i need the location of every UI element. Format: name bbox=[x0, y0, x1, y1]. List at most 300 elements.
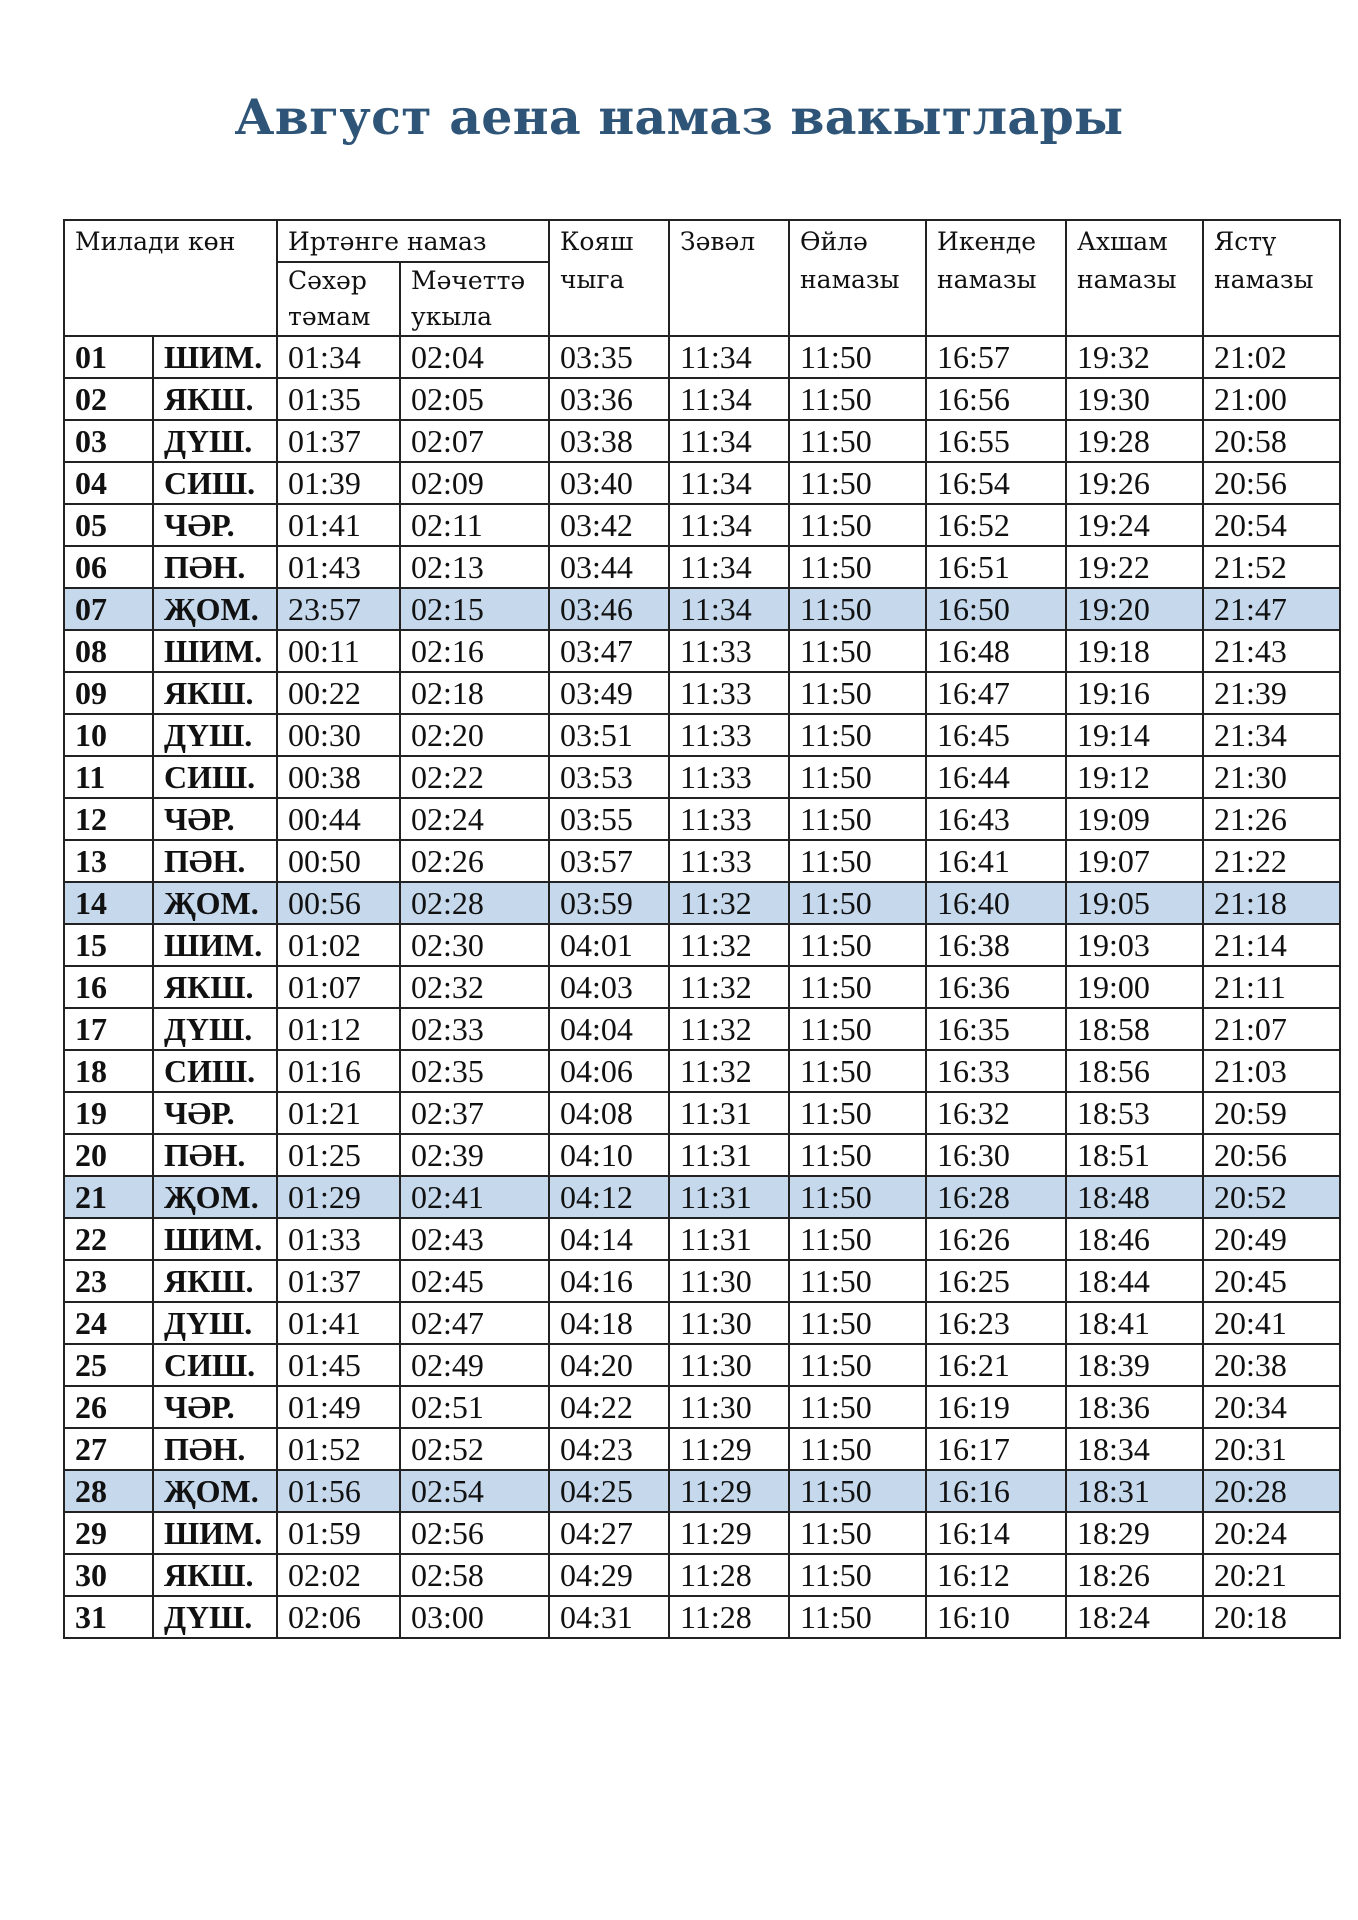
machette-cell: 02:28 bbox=[400, 882, 549, 924]
ikende-cell: 16:10 bbox=[926, 1596, 1066, 1638]
table-row bbox=[64, 1008, 1340, 1050]
table-row bbox=[64, 882, 1340, 924]
day-cell: 22 bbox=[64, 1218, 153, 1260]
oyle-cell: 11:50 bbox=[789, 546, 926, 588]
ikende-cell: 16:17 bbox=[926, 1428, 1066, 1470]
table-row bbox=[64, 714, 1340, 756]
oyle-cell: 11:50 bbox=[789, 882, 926, 924]
akhsham-cell: 19:07 bbox=[1066, 840, 1203, 882]
akhsham-cell: 18:53 bbox=[1066, 1092, 1203, 1134]
machette-cell: 02:15 bbox=[400, 588, 549, 630]
zawal-cell: 11:33 bbox=[669, 798, 789, 840]
oyle-cell: 11:50 bbox=[789, 378, 926, 420]
weekday-cell: ШИМ. bbox=[153, 1218, 277, 1260]
koyash-cell: 04:14 bbox=[549, 1218, 669, 1260]
akhsham-cell: 19:09 bbox=[1066, 798, 1203, 840]
yastu-cell: 20:31 bbox=[1203, 1428, 1340, 1470]
weekday-cell: ЯКШ. bbox=[153, 966, 277, 1008]
table-row bbox=[64, 672, 1340, 714]
table-header bbox=[64, 220, 1340, 336]
day-cell: 30 bbox=[64, 1554, 153, 1596]
oyle-cell: 11:50 bbox=[789, 1050, 926, 1092]
zawal-cell: 11:33 bbox=[669, 630, 789, 672]
zawal-cell: 11:33 bbox=[669, 756, 789, 798]
zawal-cell: 11:33 bbox=[669, 840, 789, 882]
table-row bbox=[64, 1260, 1340, 1302]
ikende-cell: 16:25 bbox=[926, 1260, 1066, 1302]
machette-cell: 02:16 bbox=[400, 630, 549, 672]
koyash-cell: 04:06 bbox=[549, 1050, 669, 1092]
koyash-cell: 04:03 bbox=[549, 966, 669, 1008]
machette-cell: 02:51 bbox=[400, 1386, 549, 1428]
table-row bbox=[64, 378, 1340, 420]
akhsham-cell: 19:28 bbox=[1066, 420, 1203, 462]
koyash-cell: 04:31 bbox=[549, 1596, 669, 1638]
koyash-cell: 04:25 bbox=[549, 1470, 669, 1512]
koyash-cell: 03:36 bbox=[549, 378, 669, 420]
yastu-cell: 20:52 bbox=[1203, 1176, 1340, 1218]
oyle-cell: 11:50 bbox=[789, 672, 926, 714]
machette-cell: 02:37 bbox=[400, 1092, 549, 1134]
koyash-cell: 03:53 bbox=[549, 756, 669, 798]
saher-cell: 00:56 bbox=[277, 882, 400, 924]
zawal-cell: 11:34 bbox=[669, 378, 789, 420]
koyash-cell: 04:16 bbox=[549, 1260, 669, 1302]
machette-cell: 02:41 bbox=[400, 1176, 549, 1218]
oyle-cell: 11:50 bbox=[789, 1092, 926, 1134]
oyle-cell: 11:50 bbox=[789, 756, 926, 798]
zawal-cell: 11:29 bbox=[669, 1428, 789, 1470]
yastu-cell: 20:18 bbox=[1203, 1596, 1340, 1638]
zawal-cell: 11:31 bbox=[669, 1134, 789, 1176]
header-machette: Мәчеттә укыла bbox=[400, 262, 549, 336]
machette-cell: 02:09 bbox=[400, 462, 549, 504]
ikende-cell: 16:36 bbox=[926, 966, 1066, 1008]
koyash-cell: 03:49 bbox=[549, 672, 669, 714]
ikende-cell: 16:55 bbox=[926, 420, 1066, 462]
yastu-cell: 20:34 bbox=[1203, 1386, 1340, 1428]
machette-cell: 02:05 bbox=[400, 378, 549, 420]
ikende-cell: 16:12 bbox=[926, 1554, 1066, 1596]
machette-cell: 02:58 bbox=[400, 1554, 549, 1596]
weekday-cell: ШИМ. bbox=[153, 630, 277, 672]
oyle-cell: 11:50 bbox=[789, 966, 926, 1008]
oyle-cell: 11:50 bbox=[789, 1596, 926, 1638]
weekday-cell: СИШ. bbox=[153, 1050, 277, 1092]
yastu-cell: 21:30 bbox=[1203, 756, 1340, 798]
day-cell: 08 bbox=[64, 630, 153, 672]
akhsham-cell: 18:31 bbox=[1066, 1470, 1203, 1512]
zawal-cell: 11:28 bbox=[669, 1596, 789, 1638]
saher-cell: 02:06 bbox=[277, 1596, 400, 1638]
weekday-cell: ШИМ. bbox=[153, 1512, 277, 1554]
koyash-cell: 04:27 bbox=[549, 1512, 669, 1554]
table-row bbox=[64, 1428, 1340, 1470]
machette-cell: 02:22 bbox=[400, 756, 549, 798]
oyle-cell: 11:50 bbox=[789, 1260, 926, 1302]
akhsham-cell: 19:18 bbox=[1066, 630, 1203, 672]
machette-cell: 02:35 bbox=[400, 1050, 549, 1092]
akhsham-cell: 18:51 bbox=[1066, 1134, 1203, 1176]
saher-cell: 01:34 bbox=[277, 336, 400, 378]
oyle-cell: 11:50 bbox=[789, 1470, 926, 1512]
day-cell: 27 bbox=[64, 1428, 153, 1470]
ikende-cell: 16:56 bbox=[926, 378, 1066, 420]
weekday-cell: ДҮШ. bbox=[153, 1596, 277, 1638]
akhsham-cell: 19:03 bbox=[1066, 924, 1203, 966]
day-cell: 12 bbox=[64, 798, 153, 840]
day-cell: 01 bbox=[64, 336, 153, 378]
saher-cell: 01:41 bbox=[277, 1302, 400, 1344]
zawal-cell: 11:29 bbox=[669, 1512, 789, 1554]
day-cell: 03 bbox=[64, 420, 153, 462]
akhsham-cell: 18:56 bbox=[1066, 1050, 1203, 1092]
yastu-cell: 20:56 bbox=[1203, 462, 1340, 504]
day-cell: 05 bbox=[64, 504, 153, 546]
zawal-cell: 11:31 bbox=[669, 1176, 789, 1218]
saher-cell: 01:33 bbox=[277, 1218, 400, 1260]
oyle-cell: 11:50 bbox=[789, 336, 926, 378]
table-row bbox=[64, 1176, 1340, 1218]
yastu-cell: 21:34 bbox=[1203, 714, 1340, 756]
machette-cell: 02:11 bbox=[400, 504, 549, 546]
table-row bbox=[64, 1554, 1340, 1596]
saher-cell: 01:49 bbox=[277, 1386, 400, 1428]
zawal-cell: 11:30 bbox=[669, 1302, 789, 1344]
koyash-cell: 03:47 bbox=[549, 630, 669, 672]
ikende-cell: 16:43 bbox=[926, 798, 1066, 840]
oyle-cell: 11:50 bbox=[789, 588, 926, 630]
yastu-cell: 20:59 bbox=[1203, 1092, 1340, 1134]
header-zawal: Зәвәл bbox=[669, 220, 789, 336]
machette-cell: 02:13 bbox=[400, 546, 549, 588]
koyash-cell: 04:08 bbox=[549, 1092, 669, 1134]
machette-cell: 02:33 bbox=[400, 1008, 549, 1050]
machette-cell: 02:30 bbox=[400, 924, 549, 966]
prayer-times-table bbox=[63, 219, 1341, 1639]
ikende-cell: 16:38 bbox=[926, 924, 1066, 966]
day-cell: 06 bbox=[64, 546, 153, 588]
akhsham-cell: 18:44 bbox=[1066, 1260, 1203, 1302]
koyash-cell: 03:35 bbox=[549, 336, 669, 378]
saher-cell: 00:30 bbox=[277, 714, 400, 756]
saher-cell: 00:44 bbox=[277, 798, 400, 840]
weekday-cell: ЧӘР. bbox=[153, 798, 277, 840]
akhsham-cell: 18:34 bbox=[1066, 1428, 1203, 1470]
zawal-cell: 11:30 bbox=[669, 1260, 789, 1302]
ikende-cell: 16:35 bbox=[926, 1008, 1066, 1050]
saher-cell: 01:39 bbox=[277, 462, 400, 504]
zawal-cell: 11:30 bbox=[669, 1344, 789, 1386]
akhsham-cell: 18:41 bbox=[1066, 1302, 1203, 1344]
koyash-cell: 04:23 bbox=[549, 1428, 669, 1470]
header-akhsham: Ахшам намазы bbox=[1066, 220, 1203, 336]
day-cell: 17 bbox=[64, 1008, 153, 1050]
saher-cell: 01:21 bbox=[277, 1092, 400, 1134]
weekday-cell: ЯКШ. bbox=[153, 1260, 277, 1302]
yastu-cell: 21:39 bbox=[1203, 672, 1340, 714]
zawal-cell: 11:33 bbox=[669, 672, 789, 714]
saher-cell: 01:56 bbox=[277, 1470, 400, 1512]
zawal-cell: 11:28 bbox=[669, 1554, 789, 1596]
weekday-cell: ШИМ. bbox=[153, 336, 277, 378]
day-cell: 13 bbox=[64, 840, 153, 882]
yastu-cell: 21:07 bbox=[1203, 1008, 1340, 1050]
machette-cell: 02:52 bbox=[400, 1428, 549, 1470]
table-row bbox=[64, 1596, 1340, 1638]
akhsham-cell: 19:14 bbox=[1066, 714, 1203, 756]
table-row bbox=[64, 1134, 1340, 1176]
day-cell: 19 bbox=[64, 1092, 153, 1134]
koyash-cell: 04:22 bbox=[549, 1386, 669, 1428]
zawal-cell: 11:31 bbox=[669, 1092, 789, 1134]
machette-cell: 02:39 bbox=[400, 1134, 549, 1176]
koyash-cell: 04:04 bbox=[549, 1008, 669, 1050]
yastu-cell: 20:28 bbox=[1203, 1470, 1340, 1512]
akhsham-cell: 18:58 bbox=[1066, 1008, 1203, 1050]
saher-cell: 01:37 bbox=[277, 420, 400, 462]
yastu-cell: 21:03 bbox=[1203, 1050, 1340, 1092]
koyash-cell: 03:40 bbox=[549, 462, 669, 504]
oyle-cell: 11:50 bbox=[789, 1512, 926, 1554]
akhsham-cell: 19:00 bbox=[1066, 966, 1203, 1008]
zawal-cell: 11:34 bbox=[669, 420, 789, 462]
table-row bbox=[64, 966, 1340, 1008]
day-cell: 24 bbox=[64, 1302, 153, 1344]
yastu-cell: 20:21 bbox=[1203, 1554, 1340, 1596]
table-row bbox=[64, 1092, 1340, 1134]
machette-cell: 02:04 bbox=[400, 336, 549, 378]
table-row bbox=[64, 1512, 1340, 1554]
koyash-cell: 03:59 bbox=[549, 882, 669, 924]
day-cell: 07 bbox=[64, 588, 153, 630]
saher-cell: 01:37 bbox=[277, 1260, 400, 1302]
zawal-cell: 11:32 bbox=[669, 1008, 789, 1050]
saher-cell: 01:02 bbox=[277, 924, 400, 966]
oyle-cell: 11:50 bbox=[789, 1134, 926, 1176]
oyle-cell: 11:50 bbox=[789, 1008, 926, 1050]
day-cell: 25 bbox=[64, 1344, 153, 1386]
ikende-cell: 16:16 bbox=[926, 1470, 1066, 1512]
oyle-cell: 11:50 bbox=[789, 924, 926, 966]
weekday-cell: ҖОМ. bbox=[153, 1176, 277, 1218]
ikende-cell: 16:50 bbox=[926, 588, 1066, 630]
machette-cell: 02:26 bbox=[400, 840, 549, 882]
saher-cell: 01:59 bbox=[277, 1512, 400, 1554]
machette-cell: 02:54 bbox=[400, 1470, 549, 1512]
koyash-cell: 04:20 bbox=[549, 1344, 669, 1386]
ikende-cell: 16:21 bbox=[926, 1344, 1066, 1386]
ikende-cell: 16:57 bbox=[926, 336, 1066, 378]
weekday-cell: ЧӘР. bbox=[153, 1092, 277, 1134]
weekday-cell: ДҮШ. bbox=[153, 714, 277, 756]
table-row bbox=[64, 336, 1340, 378]
table-row bbox=[64, 798, 1340, 840]
weekday-cell: ЧӘР. bbox=[153, 1386, 277, 1428]
akhsham-cell: 18:26 bbox=[1066, 1554, 1203, 1596]
zawal-cell: 11:34 bbox=[669, 336, 789, 378]
yastu-cell: 21:26 bbox=[1203, 798, 1340, 840]
table-row bbox=[64, 630, 1340, 672]
zawal-cell: 11:31 bbox=[669, 1218, 789, 1260]
koyash-cell: 04:18 bbox=[549, 1302, 669, 1344]
table-row bbox=[64, 504, 1340, 546]
ikende-cell: 16:14 bbox=[926, 1512, 1066, 1554]
weekday-cell: ҖОМ. bbox=[153, 1470, 277, 1512]
zawal-cell: 11:33 bbox=[669, 714, 789, 756]
yastu-cell: 21:02 bbox=[1203, 336, 1340, 378]
oyle-cell: 11:50 bbox=[789, 1176, 926, 1218]
ikende-cell: 16:19 bbox=[926, 1386, 1066, 1428]
akhsham-cell: 18:39 bbox=[1066, 1344, 1203, 1386]
weekday-cell: ЯКШ. bbox=[153, 672, 277, 714]
weekday-cell: ПӘН. bbox=[153, 546, 277, 588]
yastu-cell: 21:43 bbox=[1203, 630, 1340, 672]
weekday-cell: ЯКШ. bbox=[153, 1554, 277, 1596]
oyle-cell: 11:50 bbox=[789, 1344, 926, 1386]
table-row bbox=[64, 588, 1340, 630]
oyle-cell: 11:50 bbox=[789, 630, 926, 672]
akhsham-cell: 19:05 bbox=[1066, 882, 1203, 924]
table-row bbox=[64, 924, 1340, 966]
ikende-cell: 16:54 bbox=[926, 462, 1066, 504]
table-row bbox=[64, 1470, 1340, 1512]
saher-cell: 01:35 bbox=[277, 378, 400, 420]
saher-cell: 01:07 bbox=[277, 966, 400, 1008]
akhsham-cell: 19:32 bbox=[1066, 336, 1203, 378]
ikende-cell: 16:45 bbox=[926, 714, 1066, 756]
day-cell: 21 bbox=[64, 1176, 153, 1218]
header-miladi: Милади көн bbox=[64, 220, 277, 336]
akhsham-cell: 19:26 bbox=[1066, 462, 1203, 504]
ikende-cell: 16:52 bbox=[926, 504, 1066, 546]
machette-cell: 02:56 bbox=[400, 1512, 549, 1554]
table-row bbox=[64, 1386, 1340, 1428]
page-title: Август аена намаз вакытлары bbox=[234, 88, 1124, 146]
day-cell: 26 bbox=[64, 1386, 153, 1428]
yastu-cell: 20:24 bbox=[1203, 1512, 1340, 1554]
weekday-cell: ДҮШ. bbox=[153, 420, 277, 462]
weekday-cell: СИШ. bbox=[153, 756, 277, 798]
oyle-cell: 11:50 bbox=[789, 462, 926, 504]
weekday-cell: ДҮШ. bbox=[153, 1302, 277, 1344]
day-cell: 28 bbox=[64, 1470, 153, 1512]
day-cell: 10 bbox=[64, 714, 153, 756]
day-cell: 29 bbox=[64, 1512, 153, 1554]
yastu-cell: 21:47 bbox=[1203, 588, 1340, 630]
weekday-cell: ДҮШ. bbox=[153, 1008, 277, 1050]
yastu-cell: 21:52 bbox=[1203, 546, 1340, 588]
yastu-cell: 21:14 bbox=[1203, 924, 1340, 966]
akhsham-cell: 19:12 bbox=[1066, 756, 1203, 798]
koyash-cell: 04:01 bbox=[549, 924, 669, 966]
akhsham-cell: 18:29 bbox=[1066, 1512, 1203, 1554]
koyash-cell: 04:29 bbox=[549, 1554, 669, 1596]
table-row bbox=[64, 546, 1340, 588]
ikende-cell: 16:30 bbox=[926, 1134, 1066, 1176]
day-cell: 04 bbox=[64, 462, 153, 504]
header-oyle: Өйлә намазы bbox=[789, 220, 926, 336]
oyle-cell: 11:50 bbox=[789, 1302, 926, 1344]
saher-cell: 00:11 bbox=[277, 630, 400, 672]
zawal-cell: 11:29 bbox=[669, 1470, 789, 1512]
saher-cell: 00:22 bbox=[277, 672, 400, 714]
weekday-cell: СИШ. bbox=[153, 1344, 277, 1386]
saher-cell: 01:29 bbox=[277, 1176, 400, 1218]
oyle-cell: 11:50 bbox=[789, 504, 926, 546]
saher-cell: 01:45 bbox=[277, 1344, 400, 1386]
weekday-cell: ҖОМ. bbox=[153, 588, 277, 630]
table-row bbox=[64, 1050, 1340, 1092]
saher-cell: 23:57 bbox=[277, 588, 400, 630]
koyash-cell: 04:12 bbox=[549, 1176, 669, 1218]
akhsham-cell: 18:36 bbox=[1066, 1386, 1203, 1428]
zawal-cell: 11:34 bbox=[669, 546, 789, 588]
ikende-cell: 16:41 bbox=[926, 840, 1066, 882]
machette-cell: 02:18 bbox=[400, 672, 549, 714]
zawal-cell: 11:32 bbox=[669, 924, 789, 966]
koyash-cell: 03:51 bbox=[549, 714, 669, 756]
machette-cell: 02:47 bbox=[400, 1302, 549, 1344]
yastu-cell: 21:00 bbox=[1203, 378, 1340, 420]
machette-cell: 02:45 bbox=[400, 1260, 549, 1302]
weekday-cell: ЧӘР. bbox=[153, 504, 277, 546]
machette-cell: 02:20 bbox=[400, 714, 549, 756]
akhsham-cell: 19:20 bbox=[1066, 588, 1203, 630]
header-irtenge: Иртәнге намаз bbox=[277, 220, 549, 262]
day-cell: 31 bbox=[64, 1596, 153, 1638]
table-row bbox=[64, 1218, 1340, 1260]
yastu-cell: 20:56 bbox=[1203, 1134, 1340, 1176]
day-cell: 11 bbox=[64, 756, 153, 798]
weekday-cell: ҖОМ. bbox=[153, 882, 277, 924]
akhsham-cell: 19:22 bbox=[1066, 546, 1203, 588]
ikende-cell: 16:32 bbox=[926, 1092, 1066, 1134]
weekday-cell: ПӘН. bbox=[153, 1134, 277, 1176]
koyash-cell: 03:38 bbox=[549, 420, 669, 462]
ikende-cell: 16:28 bbox=[926, 1176, 1066, 1218]
akhsham-cell: 19:30 bbox=[1066, 378, 1203, 420]
saher-cell: 00:50 bbox=[277, 840, 400, 882]
day-cell: 20 bbox=[64, 1134, 153, 1176]
akhsham-cell: 18:46 bbox=[1066, 1218, 1203, 1260]
oyle-cell: 11:50 bbox=[789, 1554, 926, 1596]
akhsham-cell: 18:24 bbox=[1066, 1596, 1203, 1638]
yastu-cell: 20:41 bbox=[1203, 1302, 1340, 1344]
table-row bbox=[64, 420, 1340, 462]
saher-cell: 01:16 bbox=[277, 1050, 400, 1092]
weekday-cell: ЯКШ. bbox=[153, 378, 277, 420]
oyle-cell: 11:50 bbox=[789, 420, 926, 462]
koyash-cell: 03:57 bbox=[549, 840, 669, 882]
day-cell: 23 bbox=[64, 1260, 153, 1302]
day-cell: 15 bbox=[64, 924, 153, 966]
yastu-cell: 20:38 bbox=[1203, 1344, 1340, 1386]
weekday-cell: ПӘН. bbox=[153, 840, 277, 882]
day-cell: 02 bbox=[64, 378, 153, 420]
oyle-cell: 11:50 bbox=[789, 1386, 926, 1428]
koyash-cell: 03:46 bbox=[549, 588, 669, 630]
oyle-cell: 11:50 bbox=[789, 798, 926, 840]
zawal-cell: 11:34 bbox=[669, 504, 789, 546]
day-cell: 14 bbox=[64, 882, 153, 924]
ikende-cell: 16:48 bbox=[926, 630, 1066, 672]
header-yastu: Ястү намазы bbox=[1203, 220, 1340, 336]
machette-cell: 02:24 bbox=[400, 798, 549, 840]
zawal-cell: 11:32 bbox=[669, 1050, 789, 1092]
koyash-cell: 04:10 bbox=[549, 1134, 669, 1176]
oyle-cell: 11:50 bbox=[789, 1428, 926, 1470]
